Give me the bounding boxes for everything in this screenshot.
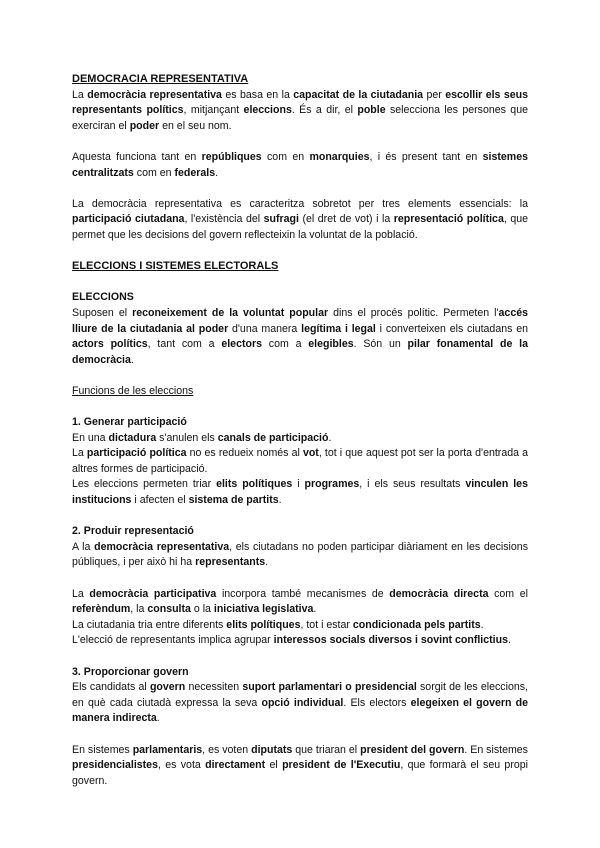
bold-text: programes xyxy=(304,478,360,491)
paragraph xyxy=(72,633,528,649)
text-run: La xyxy=(72,88,88,101)
text-run: com en xyxy=(133,166,175,179)
bold-text: interessos socials diversos i sovint conflictius xyxy=(273,634,508,647)
bold-text: poder xyxy=(129,119,160,132)
text-run: . Els electors xyxy=(343,696,411,709)
bold-text: iniciativa legislativa xyxy=(213,603,314,616)
bold-text: condicionada pels partits xyxy=(352,618,481,631)
bold-text: sistemes centralitzats xyxy=(72,150,528,179)
bold-text: presidencialistes xyxy=(72,759,158,772)
bold-text: elits polítiques xyxy=(226,618,301,631)
text-run: Suposen el xyxy=(72,306,133,319)
text-run: La democràcia representativa es caracteritza sobretot per tres elements essencials: la xyxy=(72,197,528,210)
text-run: , i és present tant en xyxy=(369,150,483,163)
text-run: La ciutadania tria entre diferents xyxy=(72,618,227,631)
paragraph xyxy=(72,88,528,135)
text-run: o la xyxy=(190,603,214,616)
bold-text: democràcia participativa xyxy=(89,587,217,600)
paragraph xyxy=(72,197,528,244)
bold-text: president de l'Executiu xyxy=(282,759,401,772)
funcio-3-title: 3. Proporcionar govern xyxy=(72,665,189,678)
bold-text: escollir els seus representants polítics xyxy=(72,88,529,117)
text-run: , mitjançant xyxy=(183,104,244,117)
bold-text: representació política xyxy=(393,213,504,226)
bold-text: participació política xyxy=(86,447,187,460)
text-run: En sistemes xyxy=(72,743,133,756)
text-run: , es vota xyxy=(157,759,206,772)
bold-text: monarquies xyxy=(309,150,370,163)
paragraph xyxy=(72,477,528,508)
bold-text: elegibles xyxy=(308,338,354,351)
text-run: i afecten el xyxy=(131,494,189,507)
funcio-1-title: 1. Generar participació xyxy=(72,416,187,429)
section-heading-democracia: DEMOCRACIA REPRESENTATIVA xyxy=(72,73,249,85)
paragraph xyxy=(72,680,528,727)
text-run: en el seu nom. xyxy=(159,119,232,132)
paragraph xyxy=(72,540,528,571)
paragraph xyxy=(72,446,528,477)
bold-text: consulta xyxy=(147,603,191,616)
text-run: A la xyxy=(72,540,95,553)
bold-text: federals xyxy=(174,166,216,179)
bold-text: eleccions xyxy=(243,104,292,117)
text-run: que triaran el xyxy=(292,743,361,756)
text-run: , tot i estar xyxy=(300,618,353,631)
bold-text: pilar fonamental de la democràcia xyxy=(72,338,528,366)
text-run: . xyxy=(278,494,282,507)
text-run: . És a dir, el xyxy=(291,104,358,117)
bold-text: electors xyxy=(221,338,262,351)
bold-text: representants xyxy=(195,556,266,569)
bold-text: actors polítics xyxy=(72,338,148,351)
text-run: Aquesta funciona tant en xyxy=(72,150,202,163)
bold-text: repúbliques xyxy=(201,150,262,163)
text-run: s'anulen els xyxy=(156,431,218,444)
bold-text: referèndum xyxy=(72,603,131,616)
text-run: , que formarà el seu propi govern. xyxy=(72,759,528,787)
bold-text: suport parlamentari o presidencial xyxy=(242,681,417,694)
text-run: , que permet que les decisions del govern reflecteixin la voluntat de la població. xyxy=(72,213,529,241)
bold-text: capacitat de la ciutadania xyxy=(293,88,424,101)
text-run: com a xyxy=(261,338,309,351)
text-run: es basa en la xyxy=(221,88,294,101)
bold-text: vot xyxy=(302,447,319,460)
text-run: com en xyxy=(261,150,310,163)
text-run: i xyxy=(292,478,305,491)
bold-text: legítima i legal xyxy=(301,322,376,335)
bold-text: democràcia representativa xyxy=(94,540,230,553)
text-run: no es redueix només al xyxy=(186,447,303,460)
paragraph xyxy=(72,306,528,368)
text-run: . xyxy=(328,431,332,444)
text-run: En una xyxy=(72,431,109,444)
funcio-2-title: 2. Produir representació xyxy=(72,525,194,538)
bold-text: parlamentaris xyxy=(132,743,203,756)
text-run: La xyxy=(72,587,90,600)
text-run: , l'existència del xyxy=(184,213,264,226)
bold-text: diputats xyxy=(251,743,293,756)
text-run: , tot i que aquest pot ser la porta d'entrada a altres formes de participació. xyxy=(72,447,528,475)
bold-text: sistema de partits xyxy=(188,494,279,507)
text-run: selecciona les persones que exerciran el xyxy=(72,104,528,132)
bold-text: elits polítiques xyxy=(216,478,293,491)
text-run: . xyxy=(215,166,219,179)
bold-text: democràcia directa xyxy=(389,587,489,600)
text-run: per xyxy=(423,88,446,101)
paragraph xyxy=(72,587,528,618)
bold-text: canals de participació xyxy=(217,431,329,444)
text-run: necessiten xyxy=(185,681,243,694)
bold-text: directament xyxy=(205,759,266,772)
text-run: , i els seus resultats xyxy=(359,478,466,491)
bold-text: dictadura xyxy=(108,431,157,444)
bold-text: vinculen les institucions xyxy=(72,478,528,507)
text-run: (el dret de vot) i la xyxy=(298,213,394,226)
text-run: . xyxy=(313,603,317,616)
text-run: Els candidats al xyxy=(72,681,150,694)
text-run: i converteixen els ciutadans en xyxy=(375,322,528,335)
document-page xyxy=(72,72,528,789)
text-run: . xyxy=(265,556,269,569)
bold-text: president del govern xyxy=(360,743,465,756)
text-run: incorpora també mecanismes de xyxy=(216,587,390,600)
text-run: el xyxy=(265,759,283,772)
text-run: . xyxy=(130,353,134,366)
bold-text: participació ciutadana xyxy=(72,213,185,226)
text-run: d'una manera xyxy=(228,322,302,335)
text-run: Les eleccions permeten triar xyxy=(72,478,217,491)
text-run: . xyxy=(480,618,484,631)
text-run: . xyxy=(156,712,160,725)
text-run: La xyxy=(72,447,87,460)
text-run: com el xyxy=(488,587,528,600)
subheading-eleccions: ELECCIONS xyxy=(72,291,134,304)
text-run: , tant com a xyxy=(147,338,222,351)
bold-text: sufragi xyxy=(263,213,299,226)
funcions-title: Funcions de les eleccions xyxy=(72,384,194,397)
text-run: sorgit de les eleccions, en què cada ciutadà expressa la seva xyxy=(72,681,528,709)
paragraph xyxy=(72,431,528,447)
bold-text: poble xyxy=(357,104,386,117)
paragraph xyxy=(72,150,528,181)
bold-text: reconeixement de la voluntat popular xyxy=(132,306,329,319)
bold-text: accés lliure de la ciutadania al poder xyxy=(72,306,528,335)
text-run: , els ciutadans no poden participar diàriament en les decisions públiques, i per això hi ha xyxy=(72,540,528,569)
text-run: dins el procés polític. Permeten l' xyxy=(328,306,499,319)
text-run: . En sistemes xyxy=(464,743,528,756)
text-run: . xyxy=(507,634,511,647)
bold-text: opció individual xyxy=(261,696,344,709)
text-run: , la xyxy=(130,603,148,616)
bold-text: elegeixen el govern de manera indirecta xyxy=(72,696,528,725)
text-run: . Són un xyxy=(353,338,408,351)
section-heading-eleccions: ELECCIONS I SISTEMES ELECTORALS xyxy=(72,260,279,273)
bold-text: democràcia representativa xyxy=(87,88,222,101)
bold-text: govern xyxy=(149,681,186,694)
text-run: L'elecció de representants implica agrupar xyxy=(72,634,274,647)
text-run: , es voten xyxy=(202,743,252,756)
paragraph xyxy=(72,743,528,790)
paragraph xyxy=(72,618,528,634)
